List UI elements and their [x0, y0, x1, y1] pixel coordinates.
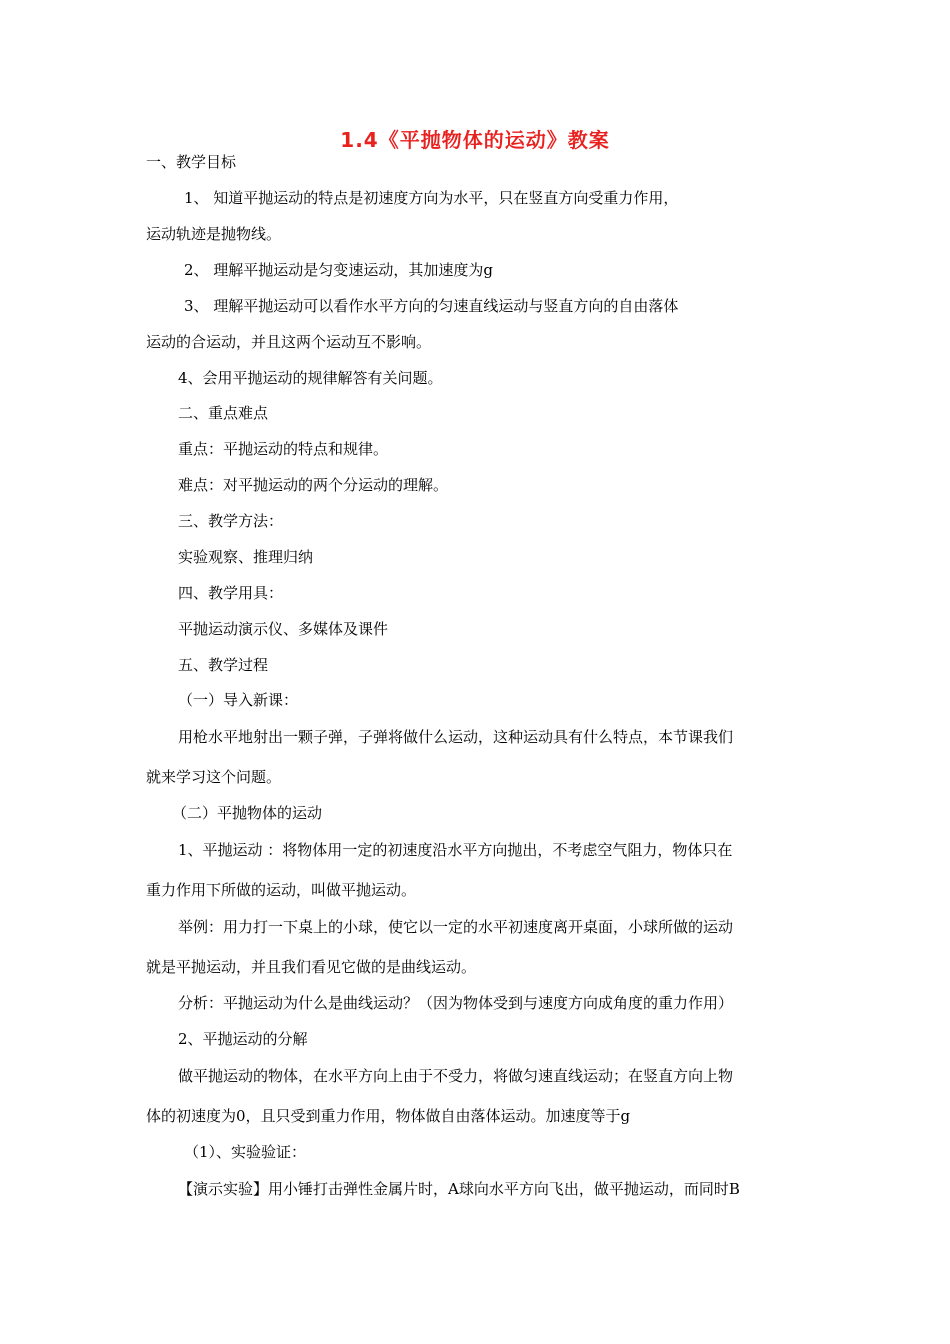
- heading-tools: 四、教学用具：: [178, 584, 284, 602]
- subheading-intro: （一）导入新课：: [178, 691, 299, 709]
- paragraph-line: 重力作用下所做的运动，叫做平抛运动。: [146, 881, 417, 899]
- paragraph-line: 用枪水平地射出一颗子弹，子弹将做什么运动，这种运动具有什么特点，本节课我们: [178, 728, 734, 746]
- paragraph-line: 体的初速度为0，且只受到重力作用，物体做自由落体运动。加速度等于g: [146, 1107, 631, 1125]
- paragraph-line: 就是平抛运动，并且我们看见它做的是曲线运动。: [146, 958, 477, 976]
- paragraph-line: 运动轨迹是抛物线。: [146, 225, 282, 243]
- paragraph-line: 平抛运动演示仪、多媒体及课件: [178, 620, 389, 638]
- paragraph-line: 【演示实验】用小锤打击弹性金属片时，A球向水平方向飞出，做平抛运动，而同时B: [178, 1180, 740, 1198]
- paragraph-line: （1）、实验验证：: [184, 1143, 307, 1161]
- paragraph-line: 2、平抛运动的分解: [178, 1030, 308, 1048]
- subheading-motion: （二）平抛物体的运动: [172, 804, 323, 822]
- paragraph-line: 举例：用力打一下桌上的小球，使它以一定的水平初速度离开桌面，小球所做的运动: [178, 918, 734, 936]
- paragraph-line: 运动的合运动，并且这两个运动互不影响。: [146, 333, 432, 351]
- paragraph-line: 做平抛运动的物体，在水平方向上由于不受力，将做匀速直线运动；在竖直方向上物: [178, 1067, 734, 1085]
- heading-process: 五、教学过程: [178, 656, 269, 674]
- paragraph-line: 4、会用平抛运动的规律解答有关问题。: [178, 369, 443, 387]
- paragraph-line: 1、平抛运动 ：将物体用一定的初速度沿水平方向抛出，不考虑空气阻力，物体只在: [178, 841, 733, 859]
- heading-objectives: 一、教学目标: [146, 153, 237, 171]
- paragraph-line: 3、 理解平抛运动可以看作水平方向的匀速直线运动与竖直方向的自由落体: [184, 297, 679, 315]
- document-title: 1.4《平抛物体的运动》教案: [340, 128, 610, 152]
- paragraph-line: 1、 知道平抛运动的特点是初速度方向为水平，只在竖直方向受重力作用，: [184, 189, 679, 207]
- heading-methods: 三、教学方法：: [178, 512, 284, 530]
- paragraph-line: 难点：对平抛运动的两个分运动的理解。: [178, 476, 449, 494]
- heading-key-points: 二、重点难点: [178, 404, 269, 422]
- paragraph-line: 重点：平抛运动的特点和规律。: [178, 440, 389, 458]
- paragraph-line: 实验观察、推理归纳: [178, 548, 314, 566]
- paragraph-line: 就来学习这个问题。: [146, 768, 282, 786]
- paragraph-line: 2、 理解平抛运动是匀变速运动，其加速度为g: [184, 261, 493, 279]
- paragraph-line: 分析：平抛运动为什么是曲线运动？（因为物体受到与速度方向成角度的重力作用）: [178, 994, 734, 1012]
